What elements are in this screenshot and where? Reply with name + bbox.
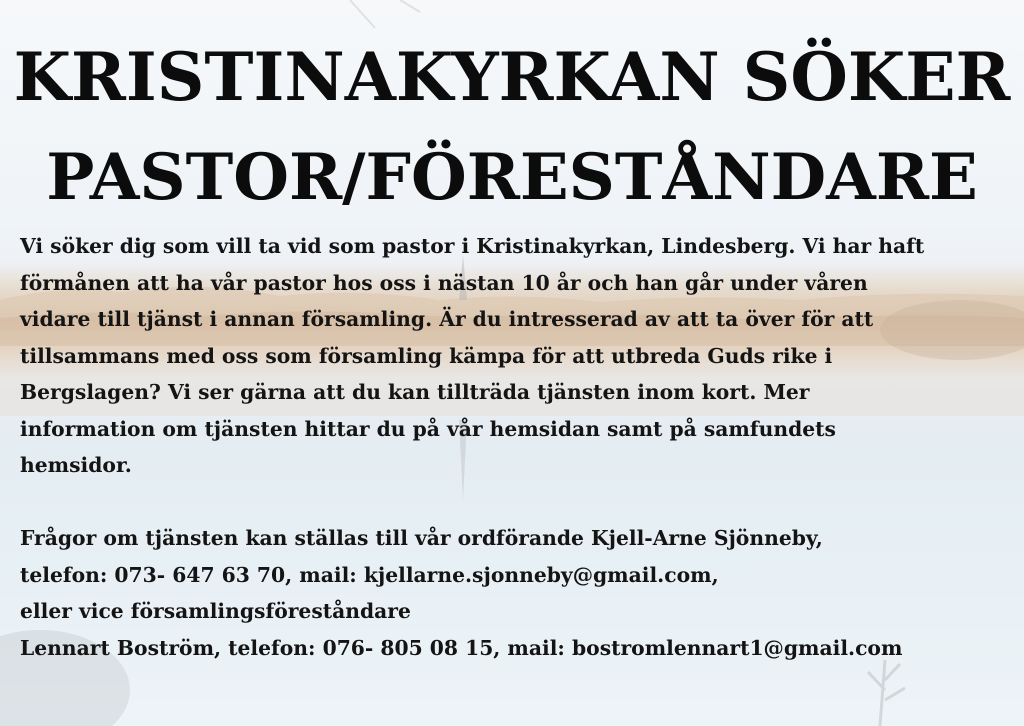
- poster-body: [20, 228, 1010, 666]
- paragraph-1-line: Vi söker dig som vill ta vid som pastor i Kristinakyrkan, Lindesberg. Vi har haft: [20, 234, 925, 258]
- contact-line: Lennart Boström, telefon: 076- 805 08 15, mail: bostromlennart1@gmail.com: [20, 635, 903, 660]
- poster-title-line-2: PASTOR/FÖRESTÅNDARE: [46, 140, 978, 215]
- contact-line: telefon: 073- 647 63 70, mail: kjellarne.sjonneby@gmail.com,: [20, 562, 719, 587]
- paragraph-1-line: Bergslagen? Vi ser gärna att du kan tillträda tjänsten inom kort. Mer: [20, 380, 810, 404]
- paragraph-1-line: hemsidor.: [20, 453, 132, 477]
- paragraph-1-line: tillsammans med oss som församling kämpa för att utbreda Guds rike i: [20, 343, 833, 368]
- contact-line: Frågor om tjänsten kan ställas till vår ordförande Kjell-Arne Sjönneby,: [20, 526, 823, 550]
- contact-line: eller vice församlingsföreståndare: [20, 599, 411, 623]
- poster-title-line-1: KRISTINAKYRKAN SÖKER: [13, 38, 1011, 116]
- paragraph-1-line: förmånen att ha vår pastor hos oss i nästan 10 år och han går under våren: [20, 270, 868, 295]
- paragraph-1-line: information om tjänsten hittar du på vår hemsidan samt på samfundets: [20, 416, 836, 441]
- paragraph-gap: [20, 484, 1010, 521]
- paragraph-1-line: vidare till tjänst i annan församling. Är du intresserad av att ta över för att: [20, 307, 874, 331]
